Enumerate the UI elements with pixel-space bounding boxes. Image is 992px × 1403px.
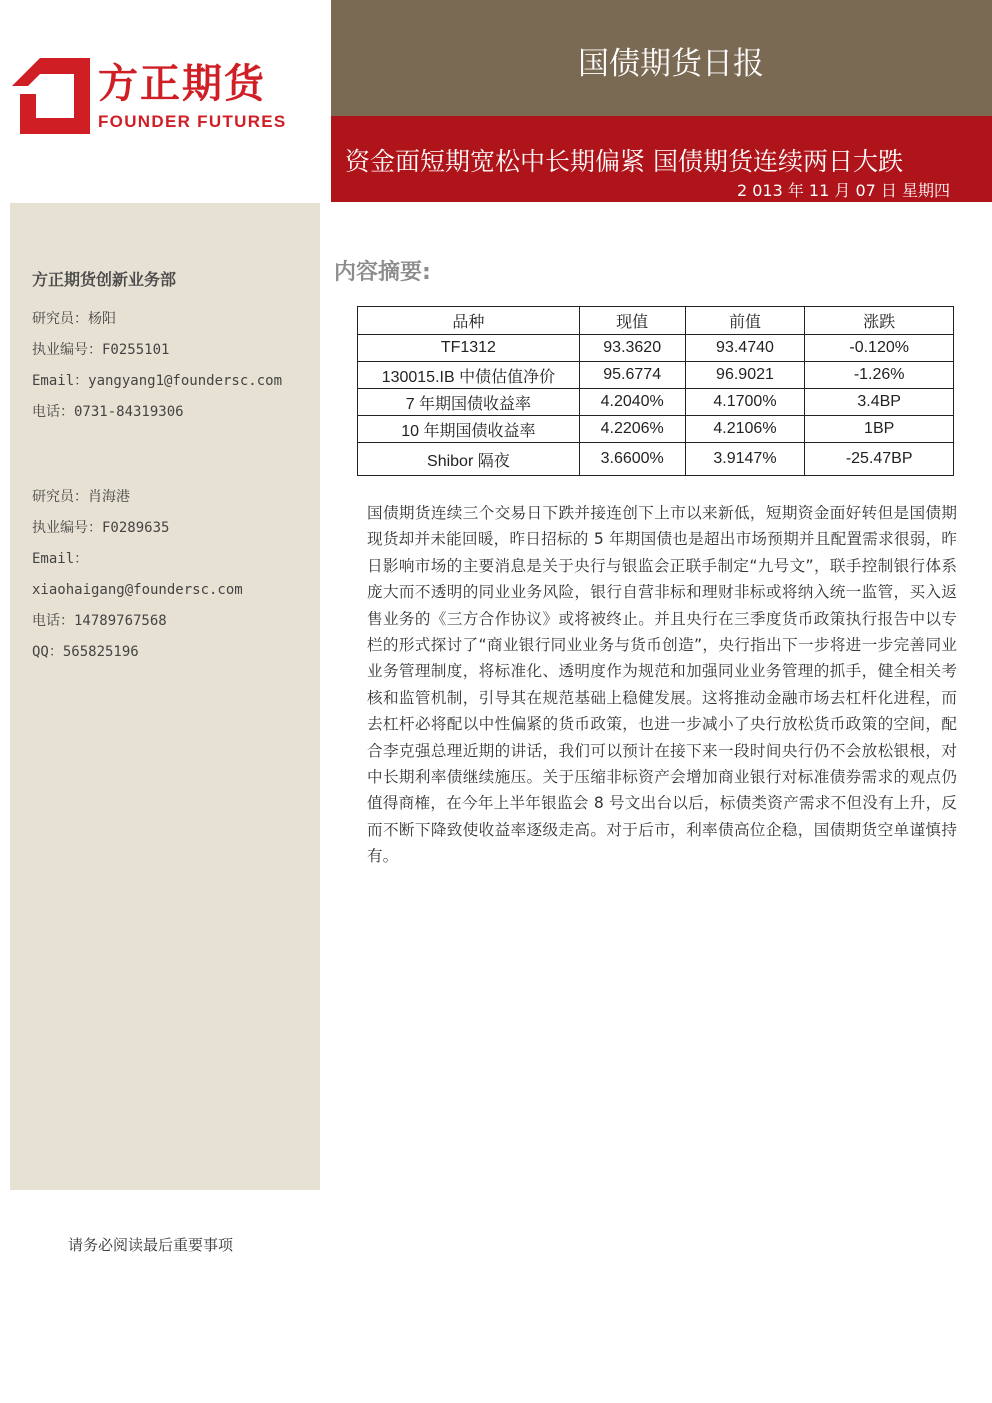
table-cell: 7 年期国债收益率 <box>358 389 580 416</box>
table-cell: -1.26% <box>805 362 954 389</box>
brand-name-en: FOUNDER FUTURES <box>98 112 287 131</box>
phone: 电话：0731-84319306 <box>32 404 184 420</box>
header-cell-change: 涨跌 <box>805 307 954 335</box>
table-cell: 3.6600% <box>579 443 685 476</box>
table-cell: 4.2106% <box>685 416 805 443</box>
disclaimer-note: 请务必阅读最后重要事项 <box>68 1236 234 1254</box>
table-row <box>358 362 954 389</box>
logo <box>0 0 330 200</box>
table-row <box>358 443 954 476</box>
founder-logo-icon <box>12 56 92 136</box>
phone: 电话：14789767568 <box>32 613 167 629</box>
table-cell: 3.4BP <box>805 389 954 416</box>
license-number: 执业编号：F0289635 <box>32 520 170 536</box>
license-number: 执业编号：F0255101 <box>32 342 170 358</box>
email: Email：yangyang1@foundersc.com <box>32 373 283 389</box>
analyst-contact-2 <box>32 482 243 668</box>
table-cell: -25.47BP <box>805 443 954 476</box>
qq: QQ：565825196 <box>32 644 139 660</box>
table-cell: 96.9021 <box>685 362 805 389</box>
table-row <box>358 416 954 443</box>
table-cell: 93.4740 <box>685 335 805 362</box>
table-row <box>358 389 954 416</box>
table-cell: 93.3620 <box>579 335 685 362</box>
table-cell: -0.120% <box>805 335 954 362</box>
table-cell: 1BP <box>805 416 954 443</box>
headline: 资金面短期宽松中长期偏紧 国债期货连续两日大跌 <box>345 147 903 176</box>
email-label: Email： <box>32 551 89 567</box>
table-row <box>358 335 954 362</box>
table-cell: TF1312 <box>358 335 580 362</box>
market-data-table <box>357 306 954 476</box>
summary-heading: 内容摘要: <box>334 260 431 285</box>
sidebar <box>10 203 320 1190</box>
table-cell: Shibor 隔夜 <box>358 443 580 476</box>
table-cell: 95.6774 <box>579 362 685 389</box>
table-cell: 4.1700% <box>685 389 805 416</box>
report-title: 国债期货日报 <box>578 46 764 82</box>
analyst-contact-1 <box>32 304 282 428</box>
table-cell: 4.2206% <box>579 416 685 443</box>
header-cell-variety: 品种 <box>358 307 580 335</box>
analyst-name: 研究员：杨阳 <box>32 311 116 327</box>
header-headline-band <box>331 116 992 202</box>
table-cell: 3.9147% <box>685 443 805 476</box>
report-date: 2 013 年 11 月 07 日 星期四 <box>736 181 950 200</box>
table-cell: 10 年期国债收益率 <box>358 416 580 443</box>
department-name: 方正期货创新业务部 <box>32 270 177 289</box>
header-cell-current: 现值 <box>579 307 685 335</box>
analyst-name: 研究员：肖海港 <box>32 489 130 505</box>
table-header-row <box>358 307 954 335</box>
brand-name-cn: 方正期货 <box>98 61 266 107</box>
table-cell: 4.2040% <box>579 389 685 416</box>
header-title-band <box>331 0 992 116</box>
summary-paragraph: 国债期货连续三个交易日下跌并接连创下上市以来新低，短期资金面好转但是国债期现货却并未能回暖，昨日招标的 5 年期国债也是超出市场预期并且配置需求很弱，昨日影响市场的主要消息是关于央行与银监会正联手制定“九号文”，联手控制银行体系庞大而不透明的同业业务风险，银行自营非标和理财非标或将纳入统一监管，买入返售业务的《三方合作协议》或将被终止。并且央行在三季度货币政策执行报告中以专栏的形式探讨了“商业银行同业业务与货币创造”，央行指出下一步将进一步完善同业业务管理制度，将标准化、透明度作为规范和加强同业业务管理的抓手，健全相关考核和监管机制，引导其在规范基础上稳健发展。这将推动金融市场去杠杆化进程，而去杠杆必将配以中性偏紧的货币政策，也进一步减小了央行放松货币政策的空间，配合李克强总理近期的讲话，我们可以预计在接下来一段时间央行仍不会放松银根，对中长期利率债继续施压。关于压缩非标资产会增加商业银行对标准债券需求的观点仍值得商榷，在今年上半年银监会 8 号文出台以后，标债类资产需求不但没有上升，反而不断下降致使收益率逐级走高。对于后市，利率债高位企稳，国债期货空单谨慎持有。 <box>367 504 957 866</box>
header-cell-previous: 前值 <box>685 307 805 335</box>
table-cell: 130015.IB 中债估值净价 <box>358 362 580 389</box>
email: xiaohaigang@foundersc.com <box>32 582 243 598</box>
